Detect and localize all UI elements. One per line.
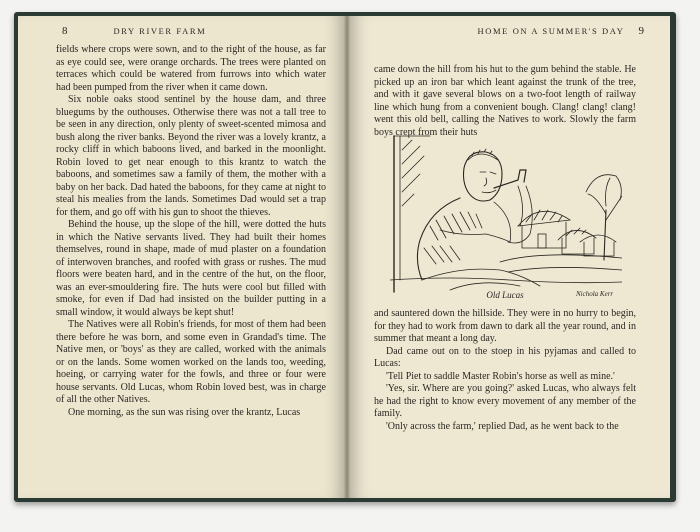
left-page xyxy=(18,16,344,498)
paragraph: 'Tell Piet to saddle Master Robin's horse as well as mine.' xyxy=(386,370,615,382)
right-page-header xyxy=(374,24,644,38)
old-lucas-illustration xyxy=(390,130,622,300)
right-running-head: HOME ON A SUMMER'S DAY xyxy=(477,26,625,36)
right-page-text-top xyxy=(374,64,636,139)
paragraph: 'Yes, sir. Where are you going?' asked Lucas, who always felt he had the right to know every movement of any member of the family. xyxy=(374,383,636,419)
paragraph: 'Only across the farm,' replied Dad, as he went back to the xyxy=(386,420,619,432)
left-page-number: 8 xyxy=(62,25,68,37)
left-page-text xyxy=(56,44,326,419)
left-running-head: DRY RIVER FARM xyxy=(113,26,207,36)
illustration-caption: Old Lucas xyxy=(486,290,524,300)
paragraph: The Natives were all Robin's friends, for most of them had been there before he was born, and some even in Grandad's time. The Native men, or 'boys' as they are called, worked with the animals or on the lands. Some women worked on the lands too, weeding, hoeing, or carrying water for the fowls, and three or four were house servants. Old Lucas, whom Robin loved best, was in charge of all the other Natives. xyxy=(56,319,326,405)
right-page xyxy=(350,16,670,498)
paragraph: fields where crops were sown, and to the right of the house, as far as eye could see, were orange orchards. The trees were planted on terraces which could be watered from furrows into which water had been pumped from the river when it came down. xyxy=(56,44,326,93)
illustration-signature: Nichola Kerr xyxy=(576,290,614,298)
paragraph: Behind the house, up the slope of the hill, were dotted the huts in which the Native servants lived. They had built their homes themselves, round in shape, made of mud plaster on a foundation of interwoven branches, and roofed with grass or rushes. The mud floors were beaten hard, and in the centre of the hut, on the floor, was an ever-smouldering fire. The huts were cool but filled with smoke, for even if Dad had insisted on the builder putting in a small window, it would always be kept shut! xyxy=(56,219,326,318)
paragraph: Dad came out on to the stoep in his pyjamas and called to Lucas: xyxy=(374,345,636,369)
paragraph: came down the hill from his hut to the gum behind the stable. He picked up an iron bar which leant against the trunk of the tree, and with it gave several blows on a two-foot length of railway line which hung from a convenient bough. Clang! clang! clang! went this old bell, calling the Natives to work. Slowly the farm boys crept from their huts xyxy=(374,64,636,138)
right-page-number: 9 xyxy=(638,25,644,37)
right-page-text-bottom xyxy=(374,308,636,433)
left-page-header xyxy=(62,24,324,38)
paragraph: and sauntered down the hillside. They were in no hurry to begin, for they had to work from dawn to dark all the year round, and in summer that meant a long day. xyxy=(374,308,636,344)
paragraph: One morning, as the sun was rising over the krantz, Lucas xyxy=(68,406,301,418)
open-book xyxy=(14,12,676,502)
paragraph: Six noble oaks stood sentinel by the house dam, and three bluegums by the outhouses. Otherwise there was not a tall tree to be seen in any direction, only plenty of sweet-scented mimosa and bush along the river banks. Beyond the river was a lovely krantz, a rocky cliff in which baboons lived, and barked in the moonlight. Robin loved to get near enough to this krantz to watch the baboons, and sometimes saw a family of them, the mother with a baby on her back. Dad hated the baboons, for they came at night to steal his mealies from the lands. Sometimes Dad would set a trap for them, and go off with his gun to shoot the thieves. xyxy=(56,94,326,218)
